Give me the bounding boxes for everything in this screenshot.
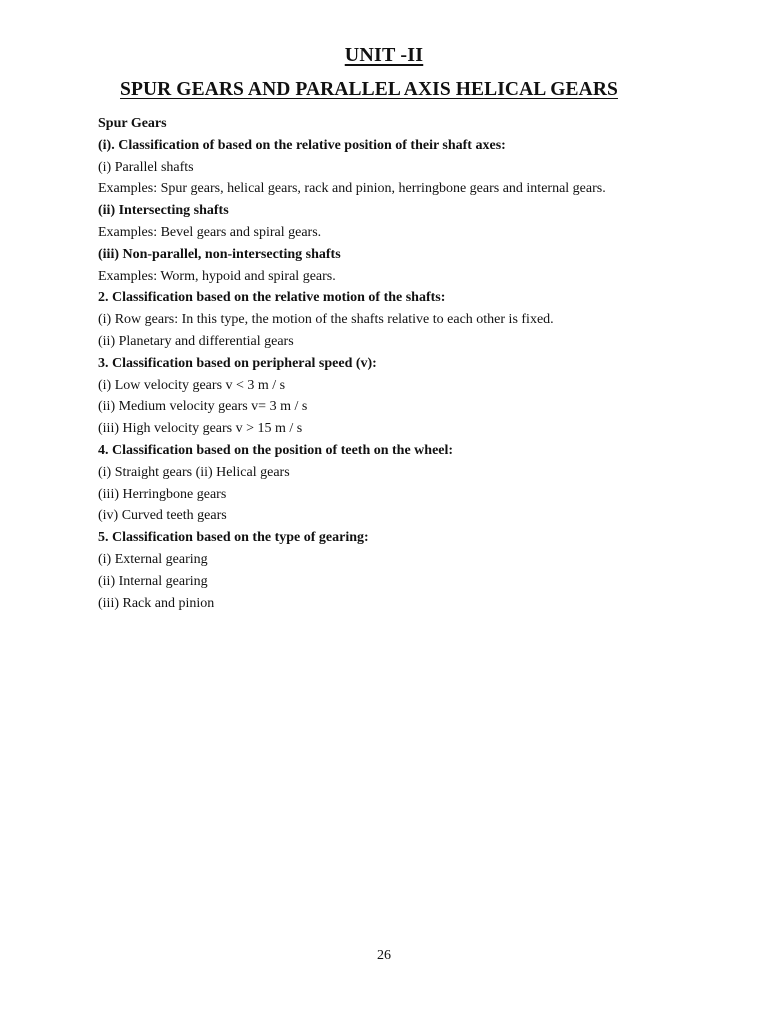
classification-heading-shaft-axes: (i). Classification of based on the relative position of their shaft axes: <box>98 137 506 153</box>
document-body <box>98 113 738 614</box>
list-item: (ii) Internal gearing <box>98 573 208 589</box>
subheading-intersecting-shafts: (ii) Intersecting shafts <box>98 203 229 219</box>
section-heading-spur-gears: Spur Gears <box>98 116 167 131</box>
page-number: 26 <box>377 948 391 963</box>
list-item: (ii) Planetary and differential gears <box>98 333 294 349</box>
example-text: Examples: Spur gears, helical gears, rack and pinion, herringbone gears and internal gears. <box>98 181 606 197</box>
list-item: (iii) Herringbone gears <box>98 486 227 502</box>
example-text: Examples: Worm, hypoid and spiral gears. <box>98 268 336 284</box>
list-item: (i) Row gears: In this type, the motion of the shafts relative to each other is fixed. <box>98 312 554 328</box>
unit-title: UNIT -II <box>344 44 424 66</box>
list-item: (i) Straight gears (ii) Helical gears <box>98 464 290 480</box>
list-item: (ii) Medium velocity gears v= 3 m / s <box>98 399 308 415</box>
classification-heading-gearing-type: 5. Classification based on the type of gearing: <box>98 530 369 546</box>
classification-heading-relative-motion: 2. Classification based on the relative motion of the shafts: <box>98 290 446 306</box>
subheading-non-parallel-shafts: (iii) Non-parallel, non-intersecting shafts <box>98 246 341 262</box>
list-item: (iii) Rack and pinion <box>98 595 215 611</box>
list-item: (iii) High velocity gears v > 15 m / s <box>98 421 303 437</box>
list-item: (i) Low velocity gears v < 3 m / s <box>98 377 286 393</box>
classification-heading-peripheral-speed: 3. Classification based on peripheral speed (v): <box>98 355 377 371</box>
chapter-title: SPUR GEARS AND PARALLEL AXIS HELICAL GEARS <box>120 79 618 100</box>
list-item: (iv) Curved teeth gears <box>98 508 227 524</box>
list-item: (i) External gearing <box>98 551 208 567</box>
classification-heading-teeth-position: 4. Classification based on the position of teeth on the wheel: <box>98 442 454 458</box>
list-item: (i) Parallel shafts <box>98 159 194 175</box>
example-text: Examples: Bevel gears and spiral gears. <box>98 224 322 240</box>
